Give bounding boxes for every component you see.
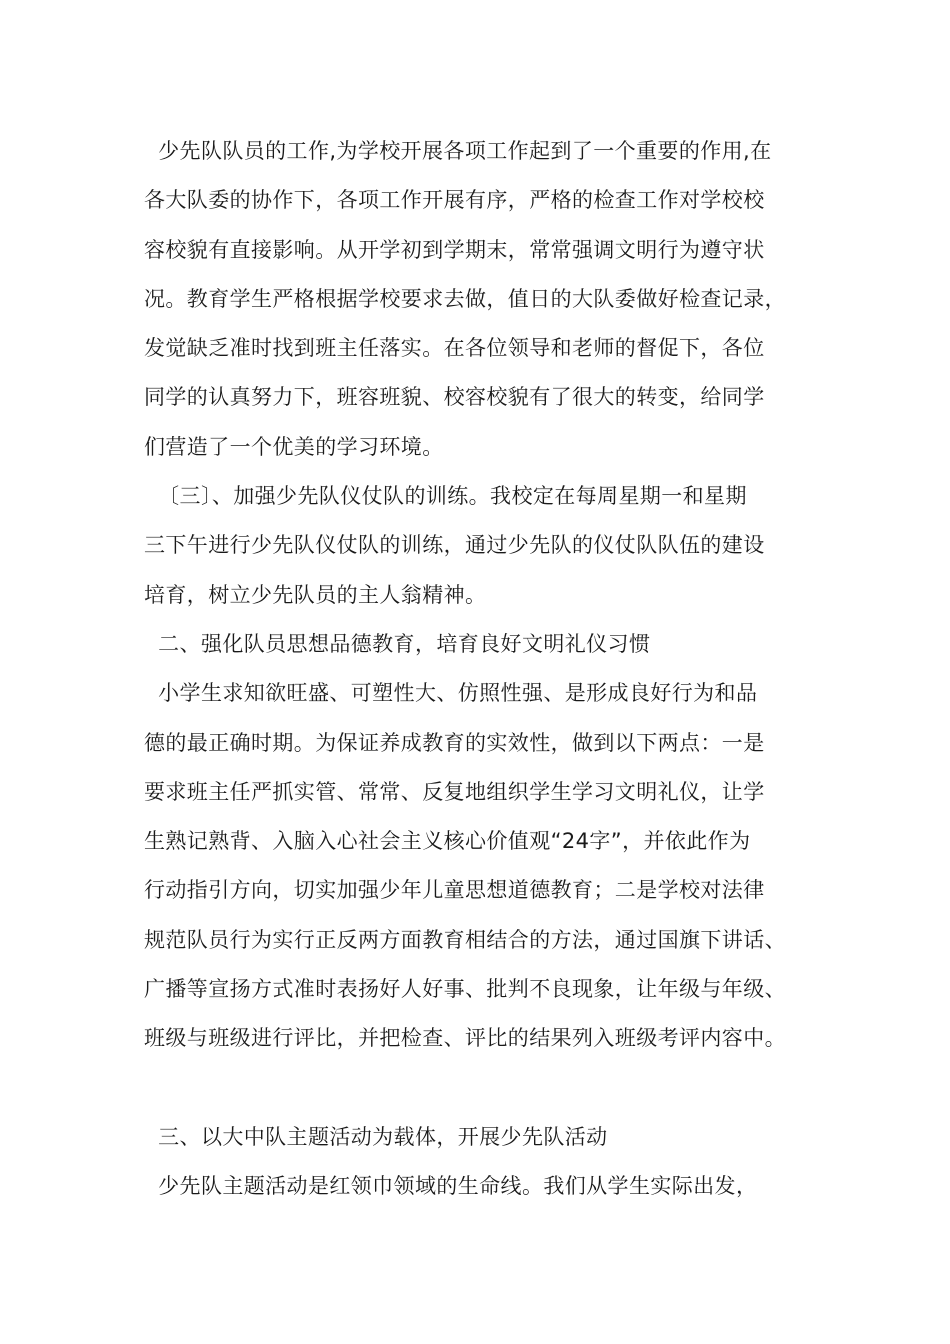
text-line-15: 生熟记熟背、入脑入心社会主义核心价值观“24字”，并依此作为: [144, 829, 751, 854]
text-line-22: 少先队主题活动是红领巾领域的生命线。我们从学生实际出发，: [144, 1174, 758, 1199]
section-heading-3: 三、以大中队主题活动为载体，开展少先队活动: [144, 1124, 608, 1149]
text-line-4: 况。教育学生严格根据学校要求去做，值日的大队委做好检查记录，: [144, 286, 786, 311]
text-line-12: 小学生求知欲旺盛、可塑性大、仿照性强、是形成良好行为和品: [144, 681, 758, 706]
text-line-14: 要求班主任严抓实管、常常、反复地组织学生学习文明礼仪，让学: [144, 779, 765, 804]
text-line-6: 同学的认真努力下，班容班貌、校容校貌有了很大的转变，给同学: [144, 385, 765, 410]
text-line-7: 们营造了一个优美的学习环境。: [144, 434, 444, 459]
text-line-9: 三下午进行少先队仪仗队的训练，通过少先队的仪仗队队伍的建设: [144, 533, 765, 558]
text-line-16: 行动指引方向，切实加强少年儿童思想道德教育；二是学校对法律: [144, 878, 765, 903]
text-line-17: 规范队员行为实行正反两方面教育相结合的方法，通过国旗下讲话、: [144, 927, 786, 952]
text-line-18: 广播等宣扬方式准时表扬好人好事、批判不良现象，让年级与年级、: [144, 977, 786, 1002]
text-line-8: 〔三〕、加强少先队仪仗队的训练。我校定在每周星期一和星期: [144, 484, 747, 509]
text-line-13: 德的最正确时期。为保证养成教育的实效性，做到以下两点：一是: [144, 730, 765, 755]
text-line-19: 班级与班级进行评比，并把检查、评比的结果列入班级考评内容中。: [144, 1026, 786, 1051]
text-line-10: 培育，树立少先队员的主人翁精神。: [144, 582, 487, 607]
text-line-1: 少先队队员的工作,为学校开展各项工作起到了一个重要的作用,在: [144, 139, 772, 163]
text-line-5: 发觉缺乏准时找到班主任落实。在各位领导和老师的督促下，各位: [144, 336, 765, 361]
blank-line: [144, 1064, 816, 1113]
text-line-3: 容校貌有直接影响。从开学初到学期末，常常强调文明行为遵守状: [144, 237, 765, 262]
section-heading-2: 二、强化队员思想品德教育，培育良好文明礼仪习惯: [144, 631, 651, 656]
text-line-2: 各大队委的协作下，各项工作开展有序，严格的检查工作对学校校: [144, 188, 765, 213]
document-body: [144, 127, 816, 1212]
